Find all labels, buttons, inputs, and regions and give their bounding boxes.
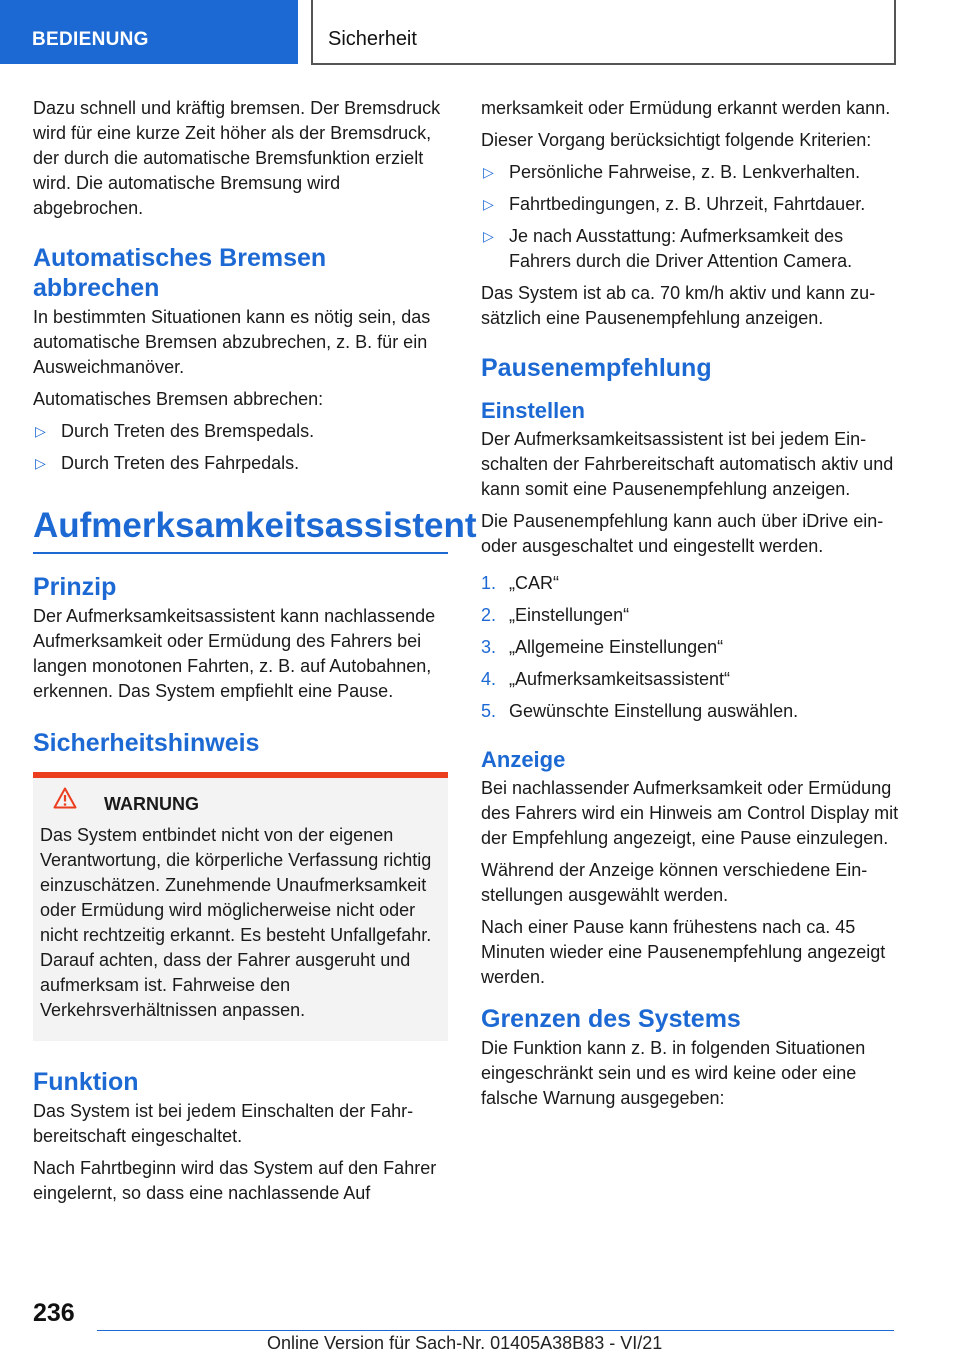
triangle-right-icon: ▷ bbox=[35, 423, 46, 439]
warning-box bbox=[33, 772, 448, 1041]
safety-heading: Sicherheitshinweis bbox=[33, 729, 260, 757]
section-label: BEDIENUNG bbox=[32, 29, 149, 50]
abort-lead: Automatisches Bremsen abbrechen: bbox=[33, 389, 324, 409]
warning-triangle-icon bbox=[53, 787, 77, 809]
abort-list bbox=[33, 419, 448, 476]
page-number: 236 bbox=[33, 1299, 75, 1327]
list-item: ▷ Durch Treten des Fahrpedals. bbox=[33, 451, 448, 476]
criteria-paragraph: Dieser Vorgang berücksichtigt folgende Kriterien: bbox=[481, 130, 872, 150]
principle-heading: Prinzip bbox=[33, 573, 117, 601]
list-item: ▷ Je nach Ausstattung: Aufmerksamkeit des Fahrers durch die Driver Attention Camera. bbox=[483, 226, 853, 271]
settings-steps bbox=[481, 571, 901, 724]
settings-paragraph-1: Der Aufmerksamkeitsassistent ist bei jedem Einschalten der Fahrbereitschaft automatisch aktiv und kann somit eine Pausenempfehlung anzeigen. bbox=[481, 429, 894, 499]
function-heading: Funktion bbox=[33, 1068, 139, 1096]
limits-paragraph: Die Funktion kann z. B. in folgenden Situationen eingeschränkt sein und es wird keine oder eine falsche Warnung ausgegeben: bbox=[481, 1038, 866, 1108]
pause-heading: Pausenempfehlung bbox=[481, 354, 712, 382]
section-tab bbox=[0, 0, 298, 64]
list-item: 2. „Einstellungen“ bbox=[481, 605, 630, 625]
function-paragraph-1: Das System ist bei jedem Einschalten der Fahrbereitschaft eingeschaltet. bbox=[33, 1101, 414, 1146]
triangle-right-icon: ▷ bbox=[483, 196, 494, 212]
list-item: 1. „CAR“ bbox=[481, 573, 559, 593]
abort-heading: Automatisches Bremsen abbrechen bbox=[33, 244, 327, 302]
list-item: ▷ Persönliche Fahrweise, z. B. Lenkverhalten. bbox=[481, 160, 901, 185]
intro-paragraph: Dazu schnell und kräftig bremsen. Der Bremsdruck wird für eine kurze Zeit höher als der Bremsdruck, der durch die automatische Bremsfunktion erzielt wird. Die automatische Bremsung wird abgebrochen. bbox=[33, 98, 441, 218]
limits-heading: Grenzen des Systems bbox=[481, 1005, 741, 1033]
criteria-list bbox=[481, 160, 901, 274]
function-paragraph-2: Nach Fahrtbeginn wird das System auf den Fahrer eingelernt, so dass eine nachlassende Auf bbox=[33, 1158, 437, 1203]
triangle-right-icon: ▷ bbox=[483, 228, 494, 244]
list-item: 3. „Allgemeine Einstellungen“ bbox=[481, 637, 724, 657]
list-item: ▷ Fahrtbedingungen, z. B. Uhrzeit, Fahrtdauer. bbox=[481, 192, 901, 217]
display-heading: Anzeige bbox=[481, 747, 566, 772]
right-column bbox=[481, 96, 901, 1118]
display-paragraph-2: Während der Anzeige können verschiedene Einstellungen ausgewählt werden. bbox=[481, 860, 868, 905]
list-item: ▷ Durch Treten des Bremspedals. bbox=[33, 419, 448, 444]
continued-paragraph: merksamkeit oder Ermüdung erkannt werden kann. bbox=[481, 98, 891, 118]
warning-header bbox=[40, 792, 438, 817]
main-heading: Aufmerksamkeitsassistent bbox=[33, 504, 448, 554]
abort-paragraph: In bestimmten Situationen kann es nötig sein, das automatische Bremsen abzubrechen, z. B. für ein Ausweichmanöver. bbox=[33, 307, 431, 377]
chapter-tab bbox=[311, 0, 896, 65]
warning-title: WARNUNG bbox=[104, 794, 199, 814]
chapter-label: Sicherheit bbox=[328, 28, 417, 50]
settings-heading: Einstellen bbox=[481, 398, 585, 423]
footer-text: Online Version für Sach-Nr. 01405A38B83 - VI/21 bbox=[267, 1333, 663, 1353]
warning-text: Das System entbindet nicht von der eigenen Verantwortung, die körperliche Verfassung richtig einzuschätzen. Zunehmende Unaufmerksamkeit oder Ermüdung wird möglicherweise nicht oder nicht rechtzeitig erkannt. Es besteht Unfallgefahr. Darauf achten, dass der Fahrer ausgeruht und aufmerksam ist. Fahrweise den Verkehrsverhältnissen anpassen. bbox=[40, 825, 432, 1020]
principle-paragraph: Der Aufmerksamkeitsassistent kann nachlassende Aufmerksamkeit oder Ermüdung des Fahrers bei langen monotonen Fahrten, z. B. auf Autobahnen, erkennen. Das System empfiehlt eine Pause. bbox=[33, 606, 436, 701]
list-item: 5. Gewünschte Einstellung auswählen. bbox=[481, 701, 799, 721]
list-item: 4. „Aufmerksamkeitsassistent“ bbox=[481, 669, 731, 689]
display-paragraph-1: Bei nachlassender Aufmerksamkeit oder Ermüdung des Fahrers wird ein Hinweis am Control Display mit der Empfehlung angezeigt, eine Pause einzulegen. bbox=[481, 778, 899, 848]
footer-divider bbox=[97, 1330, 894, 1331]
display-paragraph-3: Nach einer Pause kann frühestens nach ca. 45 Minuten wieder eine Pausenempfehlung angezeigt werden. bbox=[481, 917, 886, 987]
triangle-right-icon: ▷ bbox=[35, 455, 46, 471]
system-paragraph: Das System ist ab ca. 70 km/h aktiv und kann zusätzlich eine Pausenempfehlung anzeigen. bbox=[481, 283, 876, 328]
left-column bbox=[33, 96, 477, 1213]
triangle-right-icon: ▷ bbox=[483, 164, 494, 180]
settings-paragraph-2: Die Pausenempfehlung kann auch über iDrive ein- oder ausgeschaltet und eingestellt werden. bbox=[481, 511, 884, 556]
